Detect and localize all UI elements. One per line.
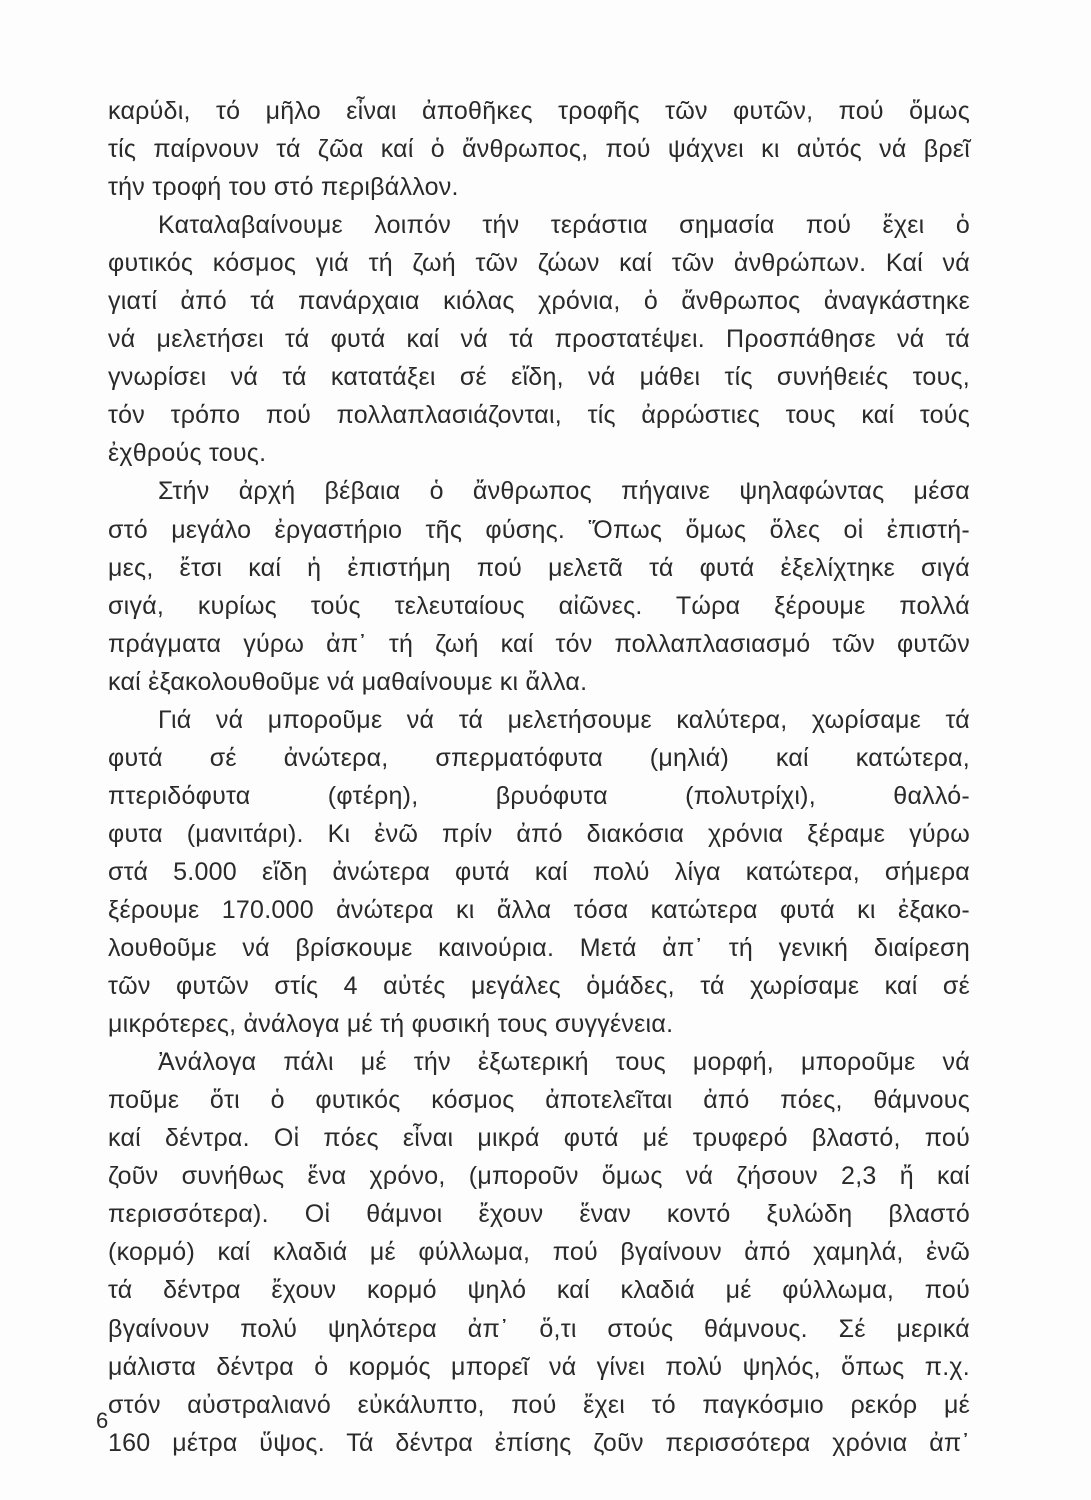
text-line: τήν τροφή του στό περιβάλλον. bbox=[108, 173, 459, 202]
text-line: γιατί ἀπό τά πανάρχαια κιόλας χρόνια, ὁ ἄνθρωπος ἀναγκάστηκε bbox=[108, 287, 970, 316]
text-line: καί δέντρα. Οἱ πόες εἶναι μικρά φυτά μέ τρυφερό βλαστό, πού bbox=[108, 1124, 970, 1153]
body-text bbox=[108, 92, 970, 1462]
text-line: μικρότερες, ἀνάλογα μέ τή φυσική τους συγγένεια. bbox=[108, 1010, 674, 1039]
text-line: σιγά, κυρίως τούς τελευταίους αἰῶνες. Τώρα ξέρουμε πολλά bbox=[108, 591, 970, 620]
text-line: λουθοῦμε νά βρίσκουμε καινούρια. Μετά ἀπ᾽ τή γενική διαίρεση bbox=[108, 934, 970, 963]
text-line: περισσότερα). Οἱ θάμνοι ἔχουν ἕναν κοντό ξυλώδη βλαστό bbox=[108, 1200, 970, 1229]
text-line: φυτά σέ ἀνώτερα, σπερματόφυτα (μηλιά) καί κατώτερα, bbox=[108, 743, 970, 772]
text-line: 160 μέτρα ὕψος. Τά δέντρα ἐπίσης ζοῦν περισσότερα χρόνια ἀπ᾽ bbox=[108, 1428, 970, 1457]
text-line: τά δέντρα ἔχουν κορμό ψηλό καί κλαδιά μέ φύλλωμα, πού bbox=[108, 1276, 970, 1305]
text-line: ζοῦν συνήθως ἕνα χρόνο, (μποροῦν ὅμως νά ζήσουν 2,3 ἤ καί bbox=[108, 1162, 970, 1191]
text-line: ἐχθρούς τους. bbox=[108, 439, 267, 468]
text-line: τίς παίρνουν τά ζῶα καί ὁ ἄνθρωπος, πού ψάχνει κι αὐτός νά βρεῖ bbox=[108, 135, 970, 164]
text-line: στόν αὐστραλιανό εὐκάλυπτο, πού ἔχει τό παγκόσμιο ρεκόρ μέ bbox=[108, 1390, 970, 1419]
text-line: μες, ἔτσι καί ἡ ἐπιστήμη πού μελετᾶ τά φυτά ἐξελίχτηκε σιγά bbox=[108, 553, 970, 582]
text-line: φυτικός κόσμος γιά τή ζωή τῶν ζώων καί τῶν ἀνθρώπων. Καί νά bbox=[108, 249, 970, 278]
text-line: ποῦμε ὅτι ὁ φυτικός κόσμος ἀποτελεῖται ἀπό πόες, θάμνους bbox=[108, 1086, 970, 1115]
text-line: στό μεγάλο ἐργαστήριο τῆς φύσης. Ὅπως ὅμως ὅλες οἱ ἐπιστή- bbox=[108, 515, 970, 544]
text-line: στά 5.000 εἴδη ἀνώτερα φυτά καί πολύ λίγα κατώτερα, σήμερα bbox=[108, 857, 970, 886]
text-line: τῶν φυτῶν στίς 4 αὐτές μεγάλες ὁμάδες, τά χωρίσαμε καί σέ bbox=[108, 972, 970, 1001]
text-line: πτεριδόφυτα (φτέρη), βρυόφυτα (πολυτρίχι), θαλλό- bbox=[108, 781, 970, 810]
text-line: (κορμό) καί κλαδιά μέ φύλλωμα, πού βγαίνουν ἀπό χαμηλά, ἐνῶ bbox=[108, 1238, 970, 1267]
text-line: βγαίνουν πολύ ψηλότερα ἀπ᾽ ὅ,τι στούς θάμνους. Σέ μερικά bbox=[108, 1314, 970, 1343]
text-line: φυτα (μανιτάρι). Κι ἐνῶ πρίν ἀπό διακόσια χρόνια ξέραμε γύρω bbox=[108, 819, 970, 848]
paragraph-start: Γιά νά μποροῦμε νά τά μελετήσουμε καλύτερα, χωρίσαμε τά bbox=[158, 705, 970, 734]
text-line: τόν τρόπο πού πολλαπλασιάζονται, τίς ἀρρώστιες τους καί τούς bbox=[108, 401, 970, 430]
paragraph-start: Στήν ἀρχή βέβαια ὁ ἄνθρωπος πήγαινε ψηλαφώντας μέσα bbox=[158, 477, 970, 506]
text-line: ξέρουμε 170.000 ἀνώτερα κι ἄλλα τόσα κατώτερα φυτά κι ἐξακο- bbox=[108, 895, 970, 924]
text-line: νά μελετήσει τά φυτά καί νά τά προστατέψει. Προσπάθησε νά τά bbox=[108, 325, 970, 354]
text-line: καρύδι, τό μῆλο εἶναι ἀποθῆκες τροφῆς τῶν φυτῶν, πού ὅμως bbox=[108, 97, 970, 125]
page-number: 6 bbox=[96, 1408, 109, 1433]
paragraph-start: Καταλαβαίνουμε λοιπόν τήν τεράστια σημασία πού ἔχει ὁ bbox=[158, 211, 970, 240]
text-line: καί ἐξακολουθοῦμε νά μαθαίνουμε κι ἄλλα. bbox=[108, 667, 588, 696]
text-line: πράγματα γύρω ἀπ᾽ τή ζωή καί τόν πολλαπλασιασμό τῶν φυτῶν bbox=[108, 629, 970, 658]
text-line: μάλιστα δέντρα ὁ κορμός μπορεῖ νά γίνει πολύ ψηλός, ὅπως π.χ. bbox=[108, 1352, 970, 1381]
text-line: γνωρίσει νά τά κατατάξει σέ εἴδη, νά μάθει τίς συνήθειές τους, bbox=[108, 363, 970, 392]
paragraph-start: Ἀνάλογα πάλι μέ τήν ἐξωτερική τους μορφή, μποροῦμε νά bbox=[158, 1048, 970, 1077]
